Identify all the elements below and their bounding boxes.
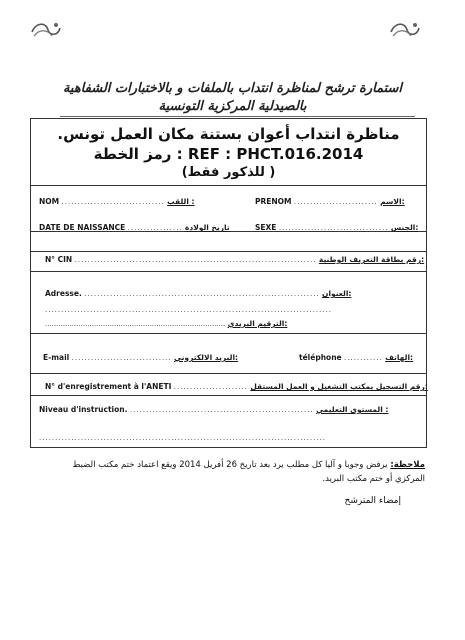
note-label: ملاحظة: bbox=[390, 460, 425, 470]
sex-field[interactable]: SEXE .................................. الجنس: bbox=[255, 223, 419, 232]
cin-field[interactable]: N° CIN ........................................................................... رقم بطاقة التعريف الوطنية: bbox=[45, 255, 425, 264]
education-line2[interactable]: ......................................................................................... bbox=[39, 434, 327, 442]
email-label-ar: البريد الالكتروني: bbox=[174, 353, 239, 362]
nom-label-ar: اللقب : bbox=[167, 197, 195, 206]
divider bbox=[31, 373, 426, 374]
competition-title: مناظرة انتداب أعوان بستنة مكان العمل تونس. bbox=[57, 125, 400, 143]
address-field[interactable]: Adresse. ......................................................................... العنوان: bbox=[45, 289, 352, 298]
address-label-ar: العنوان: bbox=[322, 289, 352, 298]
postal-code-field[interactable]: ................................................................................. الترقيم البريدي: bbox=[45, 319, 288, 328]
divider bbox=[31, 271, 426, 272]
candidate-signature: إمضاء المترشح bbox=[344, 496, 401, 506]
aneti-label-ar: رقم التسجيل بمكتب التشغيل و العمل المستقل: bbox=[250, 382, 428, 391]
postal-code-label-ar: الترقيم البريدي: bbox=[227, 319, 288, 328]
sex-label: SEXE bbox=[255, 223, 277, 232]
ref-code: REF : PHCT.016.2014 bbox=[187, 145, 364, 163]
divider bbox=[31, 251, 426, 252]
competition-ref bbox=[31, 145, 426, 163]
email-field[interactable]: E-mail ............................... البريد الالكتروني: bbox=[43, 353, 239, 362]
aneti-label: N° d'enregistrement à l'ANETI bbox=[45, 382, 172, 391]
birthdate-label-ar: تاريخ الولادة bbox=[184, 223, 230, 232]
pct-logo-icon bbox=[28, 18, 64, 42]
competition-note: ( للذكور فقط) bbox=[181, 165, 276, 180]
aneti-field[interactable]: N° d'enregistrement à l'ANETI ....................... رقم التسجيل بمكتب التشغيل و العمل المستقل: bbox=[45, 382, 428, 391]
phone-field[interactable]: téléphone ............ الهاتف: bbox=[299, 353, 414, 362]
sex-label-ar: الجنس: bbox=[390, 223, 419, 232]
prenom-field[interactable]: PRENOM .......................... الاسم: bbox=[255, 197, 405, 206]
address-label: Adresse. bbox=[45, 289, 82, 298]
note-text: يرفض وجوبا و آليا كل مطلب يرد بعد تاريخ 26 أفريل 2014 ويقع اعتماد ختم مكتب الضبط المركزي أو ختم مكتب البريد. bbox=[72, 460, 425, 484]
phone-label: téléphone bbox=[299, 353, 342, 362]
education-label-ar: المستوى التعليمي : bbox=[316, 405, 389, 414]
cin-label-ar: رقم بطاقة التعريف الوطنية: bbox=[318, 255, 425, 264]
pct-logo-icon bbox=[387, 18, 423, 42]
birthdate-field[interactable]: DATE DE NAISSANCE ................. تاريخ الولادة bbox=[39, 223, 230, 232]
email-label: E-mail bbox=[43, 353, 70, 362]
prenom-label: PRENOM bbox=[255, 197, 292, 206]
education-label: Niveau d'instruction. bbox=[39, 405, 128, 414]
ref-label-ar: رمز الخطة : bbox=[93, 145, 183, 163]
phone-label-ar: الهاتف: bbox=[385, 353, 414, 362]
divider bbox=[31, 185, 426, 186]
nom-label: NOM bbox=[39, 197, 60, 206]
nom-field[interactable]: NOM ................................ اللقب : bbox=[39, 197, 195, 206]
address-line2[interactable]: ......................................................................................... bbox=[45, 306, 333, 314]
divider bbox=[31, 333, 426, 334]
education-field[interactable]: Niveau d'instruction. ......................................................... المستوى التعليمي : bbox=[39, 405, 389, 414]
form-title-line2: بالصيدلية المركزية التونسية bbox=[158, 99, 307, 114]
form-title-line1: استمارة ترشح لمناظرة انتداب بالملفات و بالاختبارات الشفاهية bbox=[62, 81, 403, 96]
cin-label: N° CIN bbox=[45, 255, 73, 264]
divider bbox=[31, 395, 426, 396]
footer-note bbox=[40, 458, 425, 486]
prenom-label-ar: الاسم: bbox=[380, 197, 405, 206]
birthdate-label: DATE DE NAISSANCE bbox=[39, 223, 126, 232]
title-underline bbox=[60, 116, 415, 117]
application-form bbox=[30, 118, 427, 448]
